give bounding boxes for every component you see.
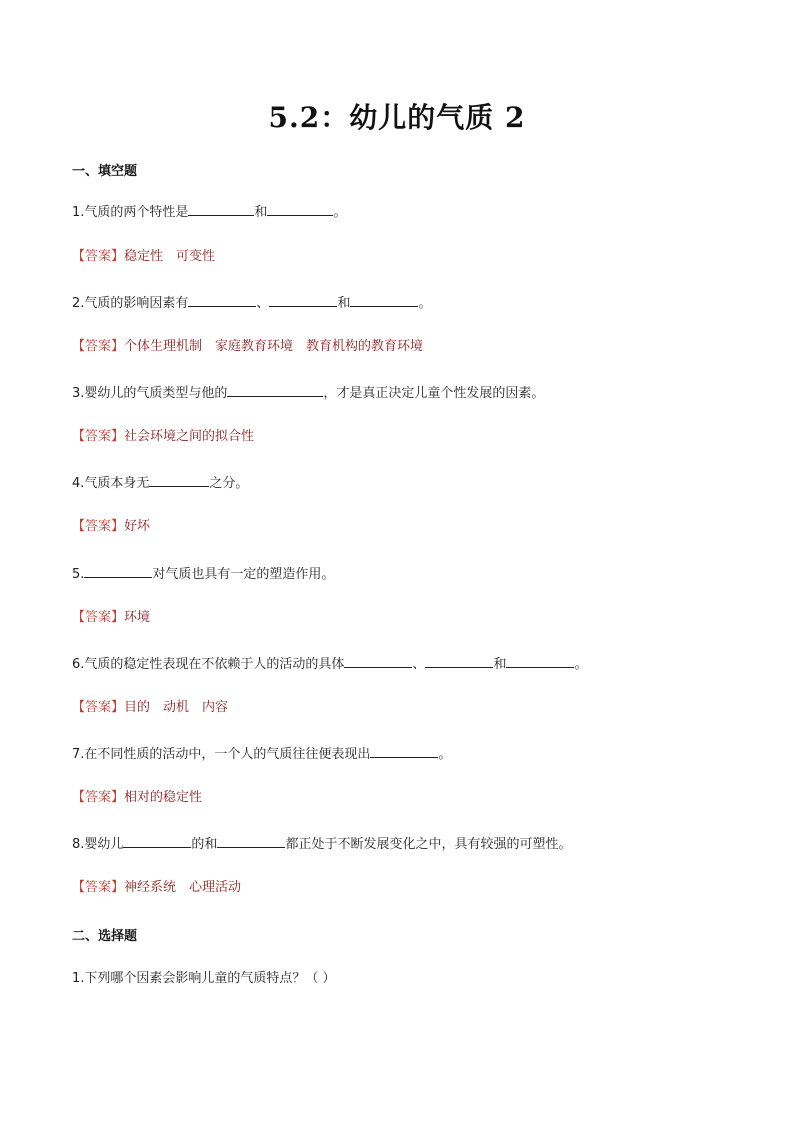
- answer-2: [72, 338, 423, 356]
- answer-tag: 【答案】: [72, 519, 125, 534]
- question-3: [72, 383, 544, 403]
- answer-4: [72, 518, 150, 536]
- question-1: [72, 202, 346, 222]
- question-text: 气质本身无: [84, 476, 150, 491]
- question-text: 。: [333, 205, 347, 220]
- answer-blank: [425, 654, 493, 668]
- question-number: 7.: [72, 747, 85, 762]
- answer-blank: [370, 744, 438, 758]
- question-7: [72, 744, 451, 764]
- answer-blank: [350, 293, 418, 307]
- answer-blank: [149, 473, 209, 487]
- question-4: [72, 473, 248, 493]
- question-text: 之分。: [209, 476, 249, 491]
- question-text: 、: [412, 657, 426, 672]
- question-text: 和: [337, 296, 351, 311]
- question-number: 5.: [72, 567, 85, 582]
- question-text: 对气质也具有一定的塑造作用。: [152, 567, 335, 582]
- question-text: 婴幼儿: [84, 837, 124, 852]
- answer-tag: 【答案】: [72, 880, 125, 895]
- answer-text: 社会环境之间的拟合性: [124, 429, 255, 444]
- answer-tag: 【答案】: [72, 790, 125, 805]
- answer-tag: 【答案】: [72, 429, 125, 444]
- question-text: 都正处于不断发展变化之中，具有较强的可塑性。: [285, 837, 572, 852]
- page-title: 5.2：幼儿的气质 2: [268, 101, 526, 134]
- question-6: [72, 654, 587, 674]
- question-text: 。: [574, 657, 588, 672]
- answer-blank: [123, 834, 191, 848]
- section-heading-multiple-choice: 二、选择题: [72, 929, 138, 944]
- question-text: 。: [418, 296, 432, 311]
- question-text: 。: [438, 747, 452, 762]
- question-text: 在不同性质的活动中，一个人的气质往往便表现出: [84, 747, 371, 762]
- question-2: [72, 293, 431, 313]
- answer-blank: [506, 654, 574, 668]
- question-number: 6.: [72, 657, 85, 672]
- section-heading-fill-in: 一、填空题: [72, 164, 138, 179]
- answer-blank: [217, 834, 285, 848]
- question-text: 和: [493, 657, 507, 672]
- answer-blank: [227, 383, 323, 397]
- answer-blank: [344, 654, 412, 668]
- answer-tag: 【答案】: [72, 610, 125, 625]
- answer-1: [72, 248, 215, 266]
- question-text: 婴幼儿的气质类型与他的: [84, 386, 228, 401]
- question-text: 气质的稳定性表现在不依赖于人的活动的具体: [84, 657, 345, 672]
- question-text: 和: [254, 205, 268, 220]
- question-text: 气质的两个特性是: [84, 205, 189, 220]
- answer-8: [72, 879, 241, 897]
- answer-text: 相对的稳定性: [124, 790, 203, 805]
- answer-blank: [84, 564, 152, 578]
- question-5: [72, 564, 334, 584]
- question-number: 2.: [72, 296, 85, 311]
- choice-question-1: 1.下列哪个因素会影响儿童的气质特点？（ ）: [72, 971, 336, 986]
- question-number: 4.: [72, 476, 85, 491]
- answer-blank: [267, 202, 333, 216]
- answer-3: [72, 428, 254, 446]
- answer-text: 好坏: [124, 519, 151, 534]
- question-8: [72, 834, 571, 854]
- question-text: ，才是真正决定儿童个性发展的因素。: [323, 386, 545, 401]
- answer-7: [72, 789, 202, 807]
- answer-blank: [188, 202, 254, 216]
- answer-text: 环境: [124, 610, 151, 625]
- answer-text: 神经系统 心理活动: [124, 880, 242, 895]
- question-text: 的和: [191, 837, 218, 852]
- answer-6: [72, 699, 228, 717]
- question-text: 、: [256, 296, 270, 311]
- answer-blank: [269, 293, 337, 307]
- answer-blank: [188, 293, 256, 307]
- question-number: 1.: [72, 205, 85, 220]
- answer-text: 稳定性 可变性: [124, 249, 216, 264]
- question-number: 8.: [72, 837, 85, 852]
- question-number: 3.: [72, 386, 85, 401]
- answer-text: 目的 动机 内容: [124, 700, 229, 715]
- answer-tag: 【答案】: [72, 249, 125, 264]
- answer-5: [72, 609, 150, 627]
- question-text: 气质的影响因素有: [84, 296, 189, 311]
- answer-tag: 【答案】: [72, 339, 125, 354]
- answer-tag: 【答案】: [72, 700, 125, 715]
- answer-text: 个体生理机制 家庭教育环境 教育机构的教育环境: [124, 339, 424, 354]
